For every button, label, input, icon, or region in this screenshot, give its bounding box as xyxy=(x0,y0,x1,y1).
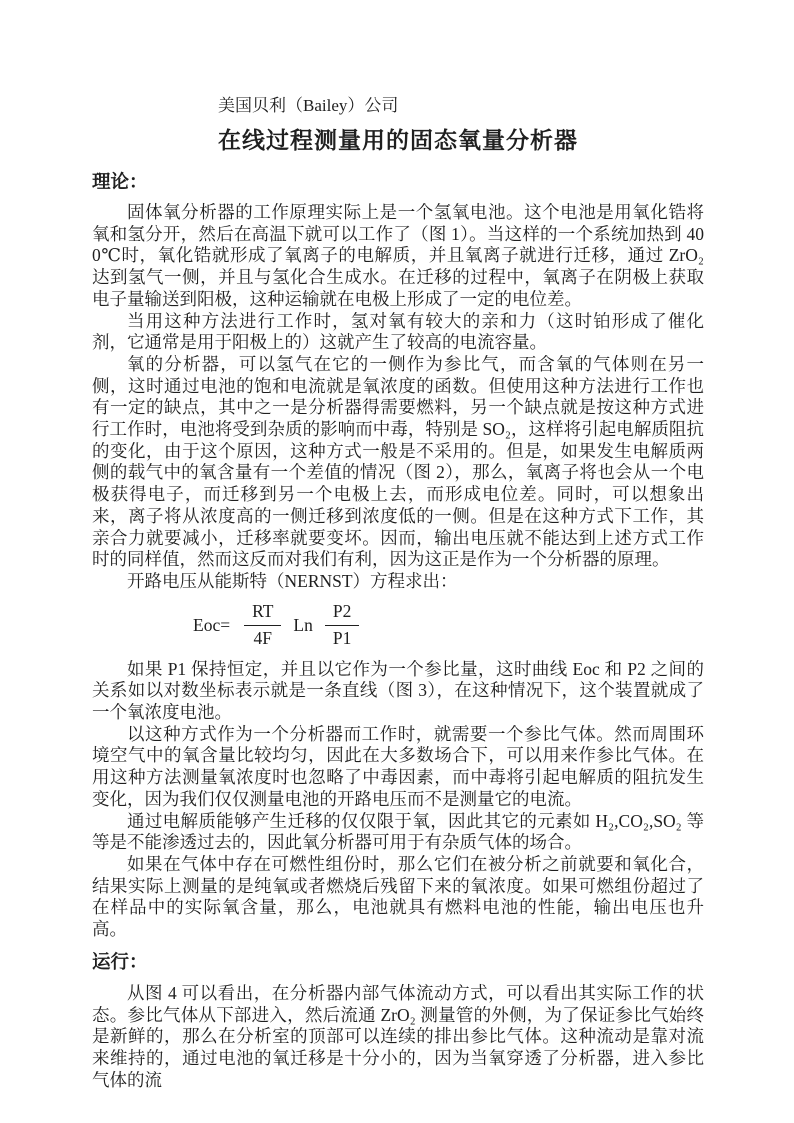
theory-section-body xyxy=(92,202,704,941)
company-name: 美国贝利（Bailey）公司 xyxy=(218,96,399,115)
equation-lhs: Eoc= xyxy=(193,614,231,635)
operation-paragraph-1: 从图 4 可以看出，在分析器内部气体流动方式，可以看出其实际工作的状态。参比气体从下部进入，然后流通 ZrO₂ 测量管的外侧，为了保证参比气始终是新鲜的，那么在分析室的顶部可以连续的排出参比气体。这种流动是靠对流来维持的，通过电池的氧迁移是十分小的，因为当氧穿透了分析器，进入参比气体的流 xyxy=(92,982,704,1090)
theory-paragraph-1: 固体氧分析器的工作原理实际上是一个氢氧电池。这个电池是用氧化锆将氧和氢分开，然后在高温下就可以工作了（图 1）。当这样的一个系统加热到 400℃时，氧化锆就形成了氧离子的电解质，并且氧离子就进行迁移，通过 ZrO₂ 达到氢气一侧，并且与氢化合生成水。在迁移的过程中，氧离子在阴极上获取电子量输送到阳极，这种运输就在电极上形成了一定的电位差。 xyxy=(92,202,704,309)
rt-over-4f-fraction xyxy=(244,601,281,649)
p2-over-p1-fraction xyxy=(325,601,359,649)
page-content xyxy=(92,95,704,1091)
fraction-numerator: P2 xyxy=(325,601,359,626)
document-title: 在线过程测量用的固态氧量分析器 xyxy=(218,128,578,153)
fraction-denominator: 4F xyxy=(253,628,272,649)
theory-paragraph-6: 通过电解质能够产生迁移的仅仅限于氧，因此其它的元素如 H₂,CO₂,SO₂ 等等是不能渗透过去的，因此氧分析器可用于有杂质气体的场合。 xyxy=(92,810,704,853)
fraction-numerator: RT xyxy=(244,601,281,626)
ln-operator: Ln xyxy=(293,614,313,635)
fraction-denominator: P1 xyxy=(332,628,352,649)
theory-paragraph-4: 如果 P1 保持恒定，并且以它作为一个参比量，这时曲线 Eoc 和 P2 之间的关系如以对数坐标表示就是一条直线（图 3），在这种情况下，这个装置就成了一个氧浓度电池。 xyxy=(92,658,704,723)
theory-section-heading: 理论： xyxy=(92,173,148,193)
operation-section-body xyxy=(92,983,704,1092)
theory-paragraph-7: 如果在气体中存在可燃性组份时，那么它们在被分析之前就要和氧化合，结果实际上测量的是纯氧或者燃烧后残留下来的氧浓度。如果可燃组份超过了在样品中的实际氧含量，那么，电池就具有燃料电池的性能，输出电压也升高。 xyxy=(92,853,704,940)
equation-intro: 开路电压从能斯特（NERNST）方程求出： xyxy=(127,570,458,591)
theory-paragraph-2: 当用这种方法进行工作时，氢对氧有较大的亲和力（这时铂形成了催化剂，它通常是用于阳极上的）这就产生了较高的电流容量。 xyxy=(92,310,704,353)
nernst-equation xyxy=(92,593,704,659)
theory-paragraph-3: 氧的分析器，可以氢气在它的一侧作为参比气，而含氧的气体则在另一侧，这时通过电池的饱和电流就是氧浓度的函数。但使用这种方法进行工作也有一定的缺点，其中之一是分析器得需要燃料，另一个缺点就是按这种方式进行工作时，电池将受到杂质的影响而中毒，特别是 SO₂，这样将引起电解质阻抗的变化，由于这个原因，这种方式一般是不采用的。但是，如果发生电解质两侧的载气中的氧含量有一个差值的情况（图 2），那么，氧离子将也会从一个电极获得电子，而迁移到另一个电极上去，而形成电位差。同时，可以想象出来，离子将从浓度高的一侧迁移到浓度低的一侧。但是在这种方式下工作，其亲合力就要减小，迁移率就要变坏。因而，输出电压就不能达到上述方式工作时的同样值，然而这反而对我们有利，因为这正是作为一个分析器的原理。 xyxy=(92,353,704,570)
theory-paragraph-5: 以这种方式作为一个分析器而工作时，就需要一个参比气体。然而周围环境空气中的氧含量比较均匀，因此在大多数场合下，可以用来作参比气体。在用这种方法测量氧浓度时也忽略了中毒因素，而中毒将引起电解质的阻抗发生变化，因为我们仅仅测量电池的开路电压而不是测量它的电流。 xyxy=(92,723,704,809)
operation-section-heading: 运行： xyxy=(92,952,148,973)
